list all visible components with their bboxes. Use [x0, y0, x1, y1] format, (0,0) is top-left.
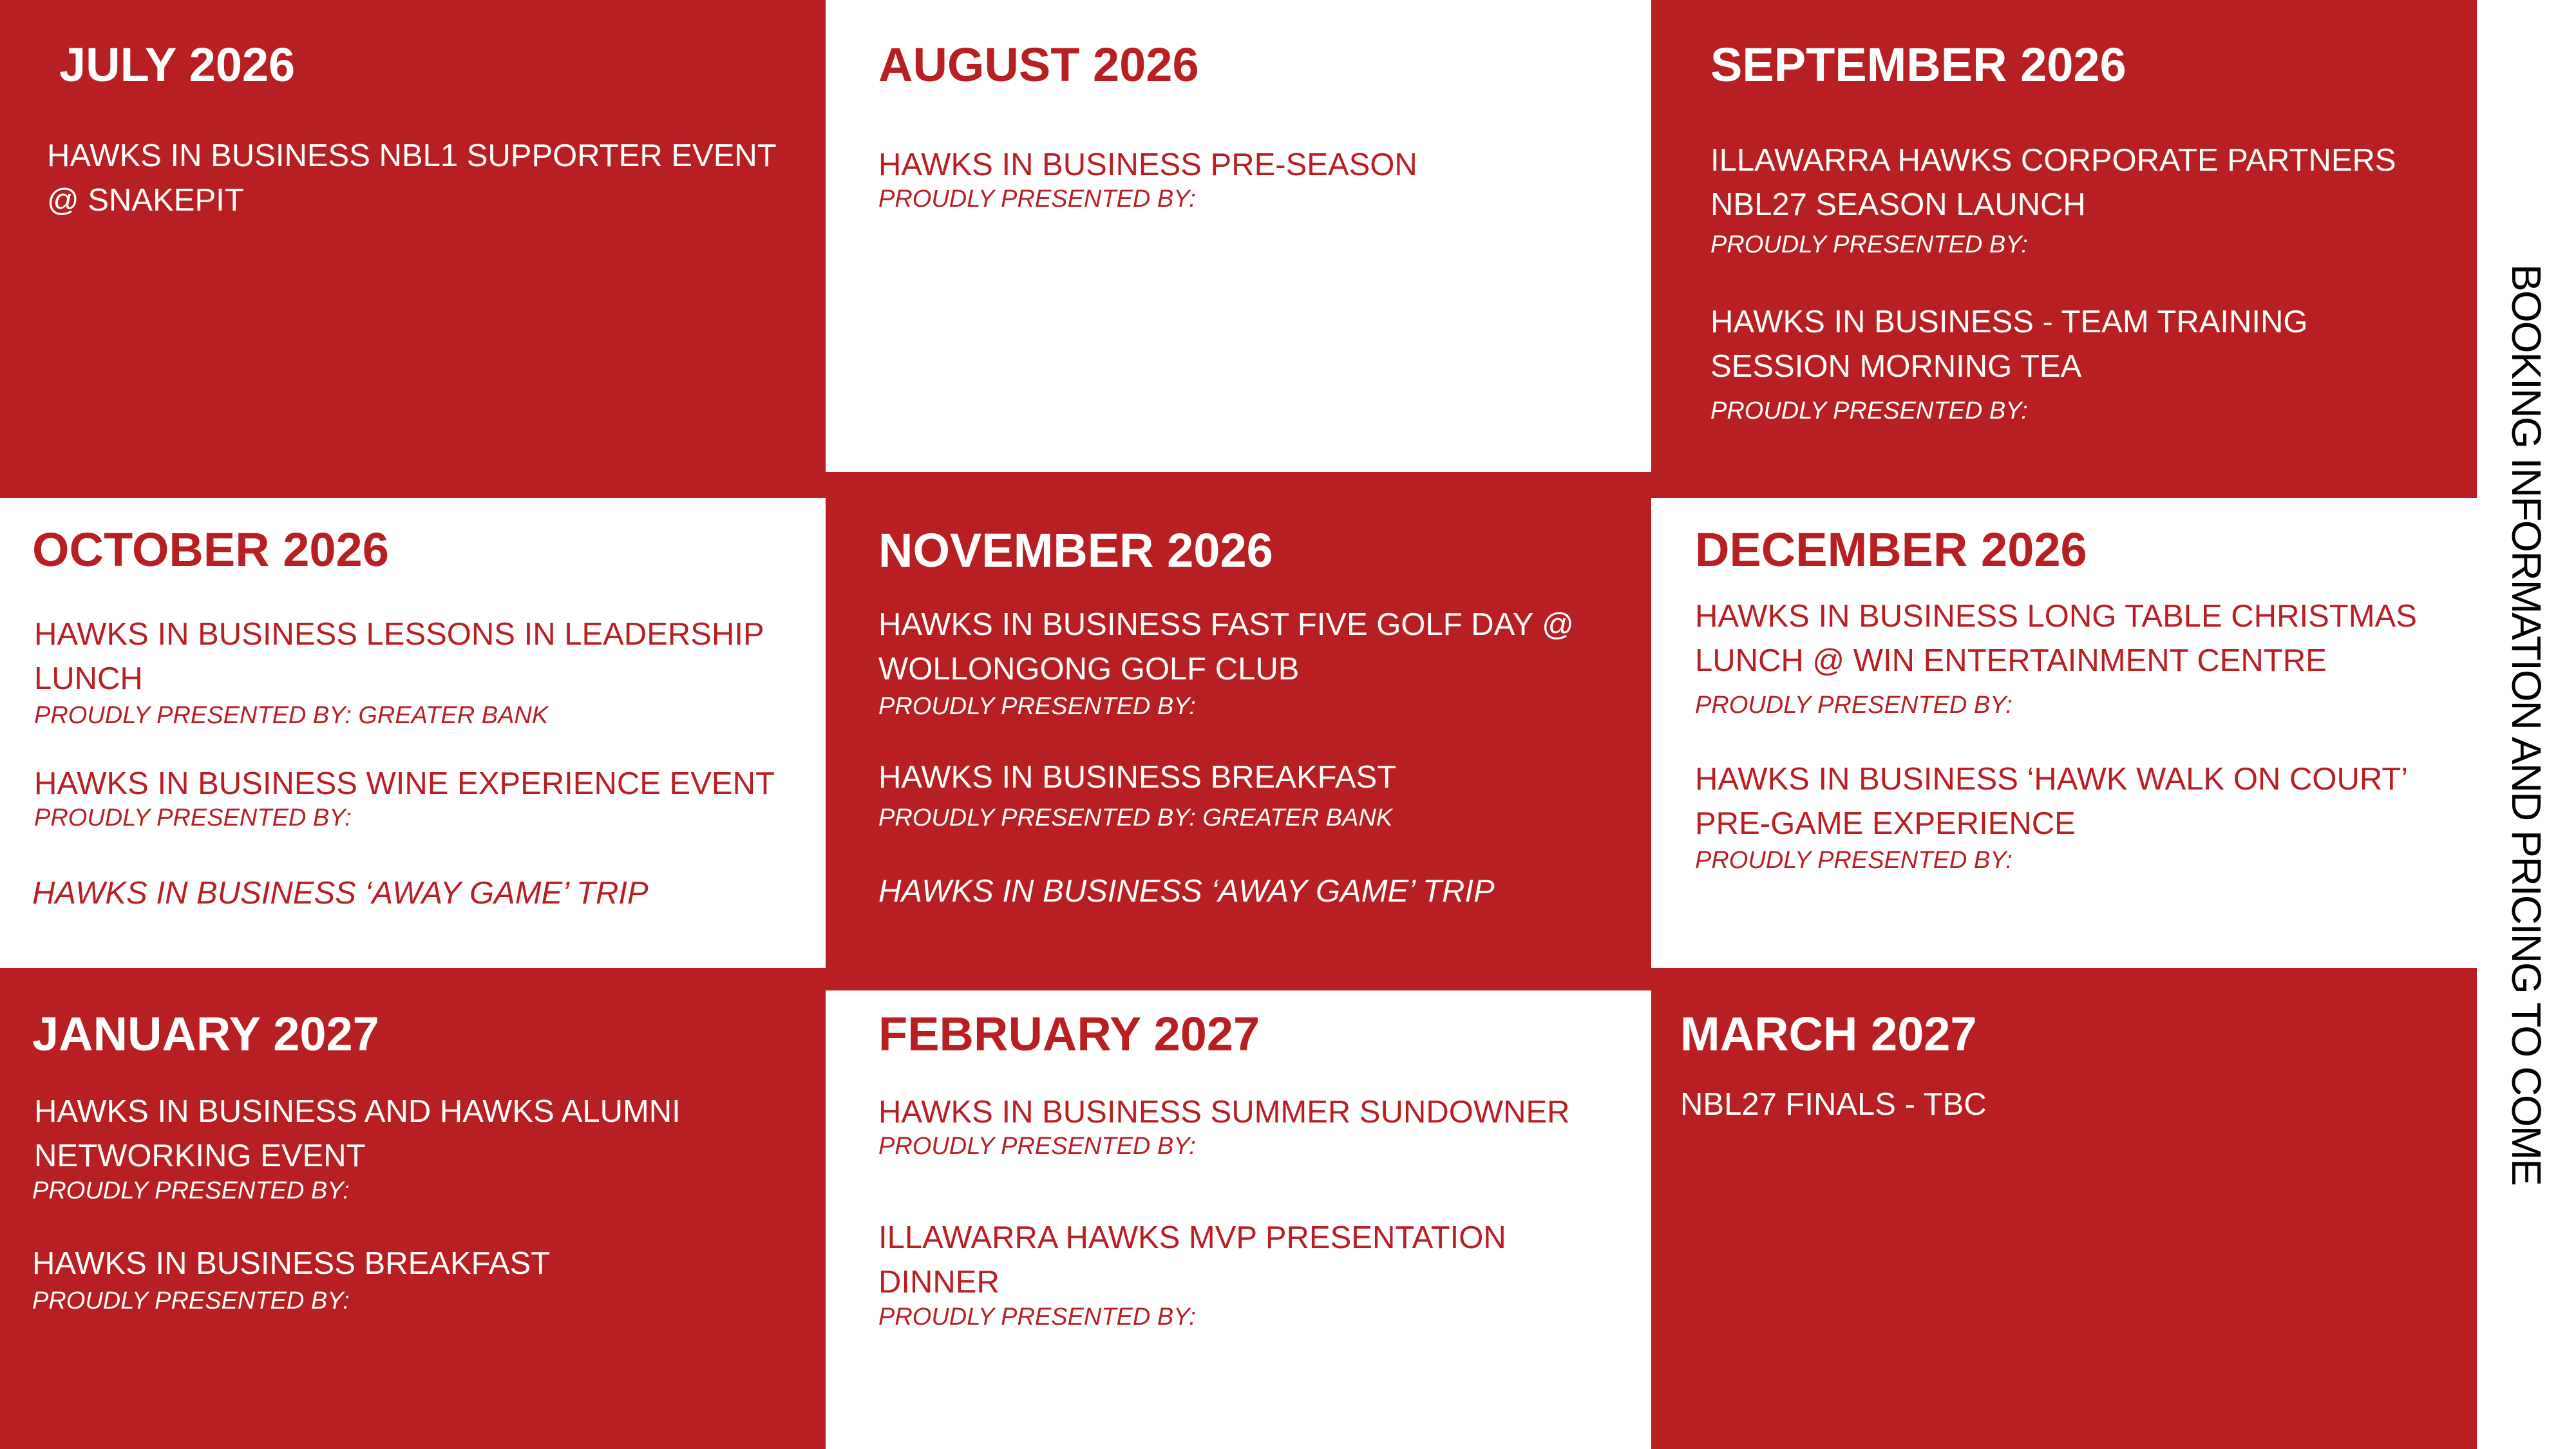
event-presenter: PROUDLY PRESENTED BY: [32, 1287, 350, 1314]
event-title: HAWKS IN BUSINESS SUMMER SUNDOWNER [878, 1095, 1570, 1130]
month-cell-july-2026 [0, 0, 826, 498]
event-presenter: PROUDLY PRESENTED BY: [1710, 231, 2028, 258]
event-title: HAWKS IN BUSINESS PRE-SEASON [878, 147, 1417, 182]
event-title: HAWKS IN BUSINESS FAST FIVE GOLF DAY @ WOLLONGONG GOLF CLUB [878, 607, 1574, 687]
month-cell-march-2027 [1651, 968, 2477, 1449]
event-presenter: PROUDLY PRESENTED BY: [1695, 692, 2012, 719]
event-title: NBL27 FINALS - TBC [1680, 1087, 1987, 1122]
event-presenter: PROUDLY PRESENTED BY: [878, 185, 1196, 213]
month-title: DECEMBER 2026 [1695, 523, 2087, 576]
event-title: HAWKS IN BUSINESS WINE EXPERIENCE EVENT [34, 766, 775, 801]
event-presenter: PROUDLY PRESENTED BY: [878, 1133, 1196, 1160]
event-title: HAWKS IN BUSINESS ‘AWAY GAME’ TRIP [32, 876, 649, 911]
event-presenter: PROUDLY PRESENTED BY: [32, 1177, 350, 1204]
event-title: HAWKS IN BUSINESS BREAKFAST [32, 1246, 551, 1281]
event-presenter: PROUDLY PRESENTED BY: [1695, 847, 2012, 874]
month-cell-august-2026 [826, 0, 1651, 472]
event-presenter: PROUDLY PRESENTED BY: GREATER BANK [878, 804, 1393, 831]
month-title: MARCH 2027 [1680, 1007, 1977, 1061]
event-presenter: PROUDLY PRESENTED BY: [878, 693, 1196, 720]
month-title: NOVEMBER 2026 [878, 524, 1273, 577]
event-title: HAWKS IN BUSINESS NBL1 SUPPORTER EVENT @ SNAKEPIT [47, 138, 776, 218]
event-title: HAWKS IN BUSINESS ‘HAWK WALK ON COURT’ PRE-GAME EXPERIENCE [1695, 762, 2407, 841]
month-title: AUGUST 2026 [878, 38, 1199, 91]
event-title: ILLAWARRA HAWKS CORPORATE PARTNERS NBL27 SEASON LAUNCH [1710, 143, 2396, 222]
booking-info-note: BOOKING INFORMATION AND PRICING TO COME [2503, 264, 2550, 1185]
month-cell-february-2027 [826, 990, 1651, 1449]
event-title: HAWKS IN BUSINESS BREAKFAST [878, 760, 1397, 795]
event-presenter: PROUDLY PRESENTED BY: [878, 1303, 1196, 1331]
event-title: HAWKS IN BUSINESS ‘AWAY GAME’ TRIP [878, 874, 1495, 909]
event-presenter: PROUDLY PRESENTED BY: [1710, 397, 2028, 424]
event-title: HAWKS IN BUSINESS LONG TABLE CHRISTMAS LUNCH @ WIN ENTERTAINMENT CENTRE [1695, 599, 2417, 678]
event-title: HAWKS IN BUSINESS LESSONS IN LEADERSHIP LUNCH [34, 617, 764, 696]
month-cell-september-2026 [1651, 0, 2477, 498]
side-note-panel [2477, 0, 2576, 1449]
month-title: OCTOBER 2026 [32, 523, 389, 576]
month-cell-december-2026 [1651, 498, 2477, 968]
month-cell-october-2026 [0, 498, 826, 968]
event-presenter: PROUDLY PRESENTED BY: [34, 804, 352, 831]
event-title: ILLAWARRA HAWKS MVP PRESENTATION DINNER [878, 1220, 1506, 1300]
month-title: SEPTEMBER 2026 [1710, 38, 2126, 91]
event-title: HAWKS IN BUSINESS - TEAM TRAINING SESSION MORNING TEA [1710, 305, 2308, 384]
event-title: HAWKS IN BUSINESS AND HAWKS ALUMNI NETWORKING EVENT [34, 1094, 681, 1173]
month-cell-november-2026 [826, 472, 1651, 990]
month-cell-january-2027 [0, 968, 826, 1449]
month-title: JULY 2026 [59, 38, 296, 91]
month-title: JANUARY 2027 [32, 1007, 379, 1061]
event-presenter: PROUDLY PRESENTED BY: GREATER BANK [34, 702, 549, 729]
month-title: FEBRUARY 2027 [878, 1007, 1260, 1061]
